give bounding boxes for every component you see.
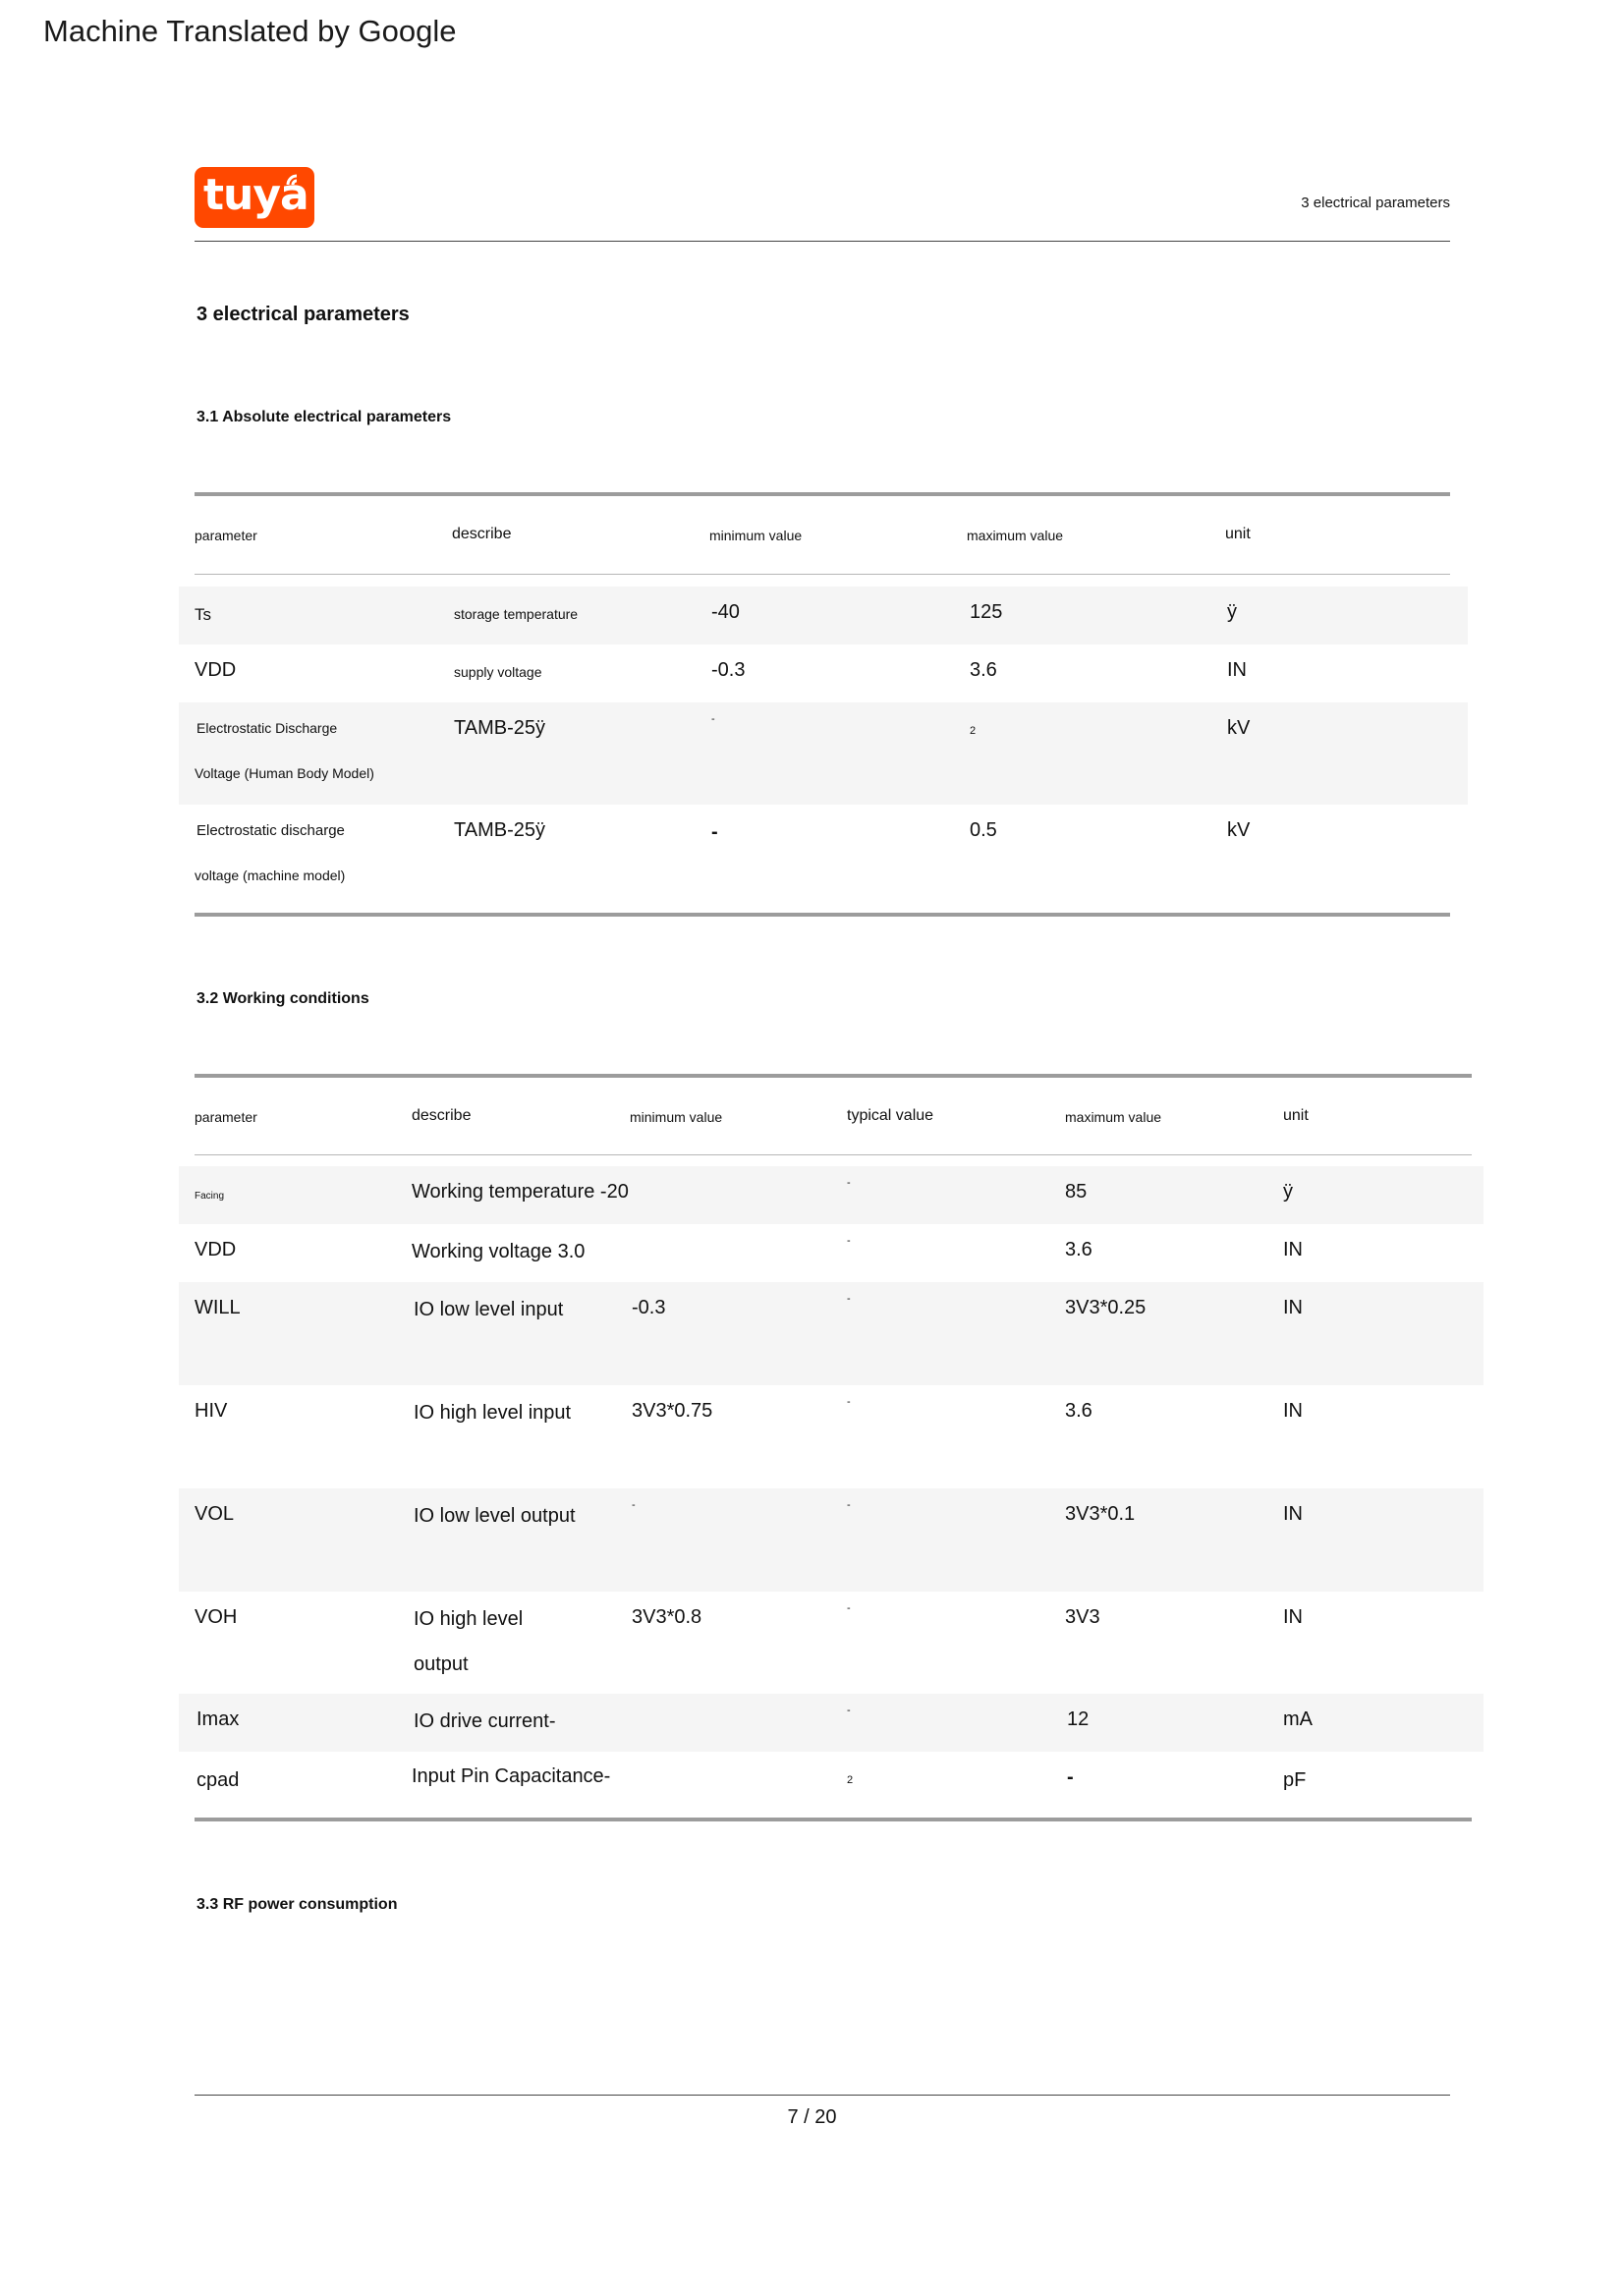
table-row [179,1752,1484,1810]
col-header-min: minimum value [630,1109,723,1125]
logo-text: tuya [203,170,308,220]
col-header-unit: unit [1225,526,1251,542]
header-rule [195,1154,1472,1155]
table-top-rule [195,492,1450,496]
cell-describe: TAMB-25ÿ [454,717,545,739]
table-row [179,587,1468,644]
cell-max: 12 [1067,1708,1090,1730]
cell-min: -0.3 [632,1297,666,1318]
cell-describe: Input Pin Capacitance- [412,1765,611,1787]
cell-describe: IO high level input [414,1402,572,1424]
table-row [179,805,1468,907]
cell-unit: pF [1283,1769,1307,1791]
cell-describe: IO high level [414,1608,524,1630]
table-top-rule [195,1074,1472,1078]
cell-unit: ÿ [1283,1181,1293,1203]
cell-unit: IN [1283,1400,1303,1422]
cell-parameter: HIV [195,1400,228,1422]
table-row [179,644,1468,702]
cell-describe: Working voltage 3.0 [412,1241,586,1262]
table-row [179,1282,1484,1385]
cell-max: 3V3 [1065,1606,1100,1628]
table-bottom-rule [195,913,1450,917]
header-rule [195,574,1450,575]
cell-parameter: Ts [195,605,211,624]
cell-min: -0.3 [711,659,746,681]
table-row [179,1385,1484,1488]
cell-parameter: Facing [195,1191,225,1202]
subsection-title-3-3: 3.3 RF power consumption [196,1896,398,1913]
cell-describe: IO drive current- [414,1710,556,1732]
cell-unit: ÿ [1227,601,1237,623]
table-bottom-rule [195,1818,1472,1821]
tuya-logo [195,167,314,228]
table-row [179,1224,1484,1282]
col-header-typical: typical value [847,1107,934,1124]
cell-min: - [711,821,718,843]
cell-parameter-line2: voltage (machine model) [195,868,346,883]
cell-parameter: VOL [195,1503,235,1525]
cell-typical: - [847,1396,851,1408]
cell-unit: mA [1283,1708,1313,1730]
cell-max: 3.6 [1065,1400,1092,1422]
cell-unit: kV [1227,717,1251,739]
cell-describe: IO low level output [414,1505,576,1527]
cell-parameter: VDD [195,659,237,681]
cell-describe: Working temperature -20 [412,1181,629,1203]
cell-describe: TAMB-25ÿ [454,819,545,841]
col-header-min: minimum value [709,528,803,543]
cell-describe: supply voltage [454,664,542,680]
page-number: 7 / 20 [787,2106,837,2128]
cell-typical: - [847,1499,851,1511]
table-row [179,1592,1484,1694]
cell-parameter: cpad [196,1769,240,1791]
cell-unit: IN [1227,659,1247,681]
cell-max: 3V3*0.25 [1065,1297,1147,1318]
table-row [179,1488,1484,1592]
cell-describe-line2: output [414,1653,469,1675]
col-header-max: maximum value [967,528,1064,543]
col-header-max: maximum value [1065,1109,1162,1125]
cell-max: 2 [970,725,977,737]
cell-max: 85 [1065,1181,1088,1203]
col-header-unit: unit [1283,1107,1309,1124]
cell-parameter: Electrostatic Discharge [196,720,338,736]
cell-max: - [1067,1766,1074,1788]
cell-typical: 2 [847,1774,854,1786]
col-header-describe: describe [452,526,512,542]
cell-unit: kV [1227,819,1251,841]
table-row [179,1166,1484,1224]
cell-parameter: VDD [195,1239,237,1260]
section-title: 3 electrical parameters [196,304,410,325]
cell-min: - [711,713,715,725]
cell-unit: IN [1283,1239,1303,1260]
cell-max: 0.5 [970,819,997,841]
col-header-parameter: parameter [195,1109,257,1125]
wifi-wave-icon [285,173,308,196]
col-header-describe: describe [412,1107,472,1124]
cell-typical: - [847,1293,851,1305]
cell-parameter-line2: Voltage (Human Body Model) [195,765,374,781]
cell-describe: storage temperature [454,606,579,622]
cell-parameter: Imax [196,1708,240,1730]
col-header-parameter: parameter [195,528,257,543]
cell-parameter: Electrostatic discharge [196,822,345,839]
translation-banner: Machine Translated by Google [43,14,457,48]
table-row [179,702,1468,805]
header-divider [195,241,1450,242]
cell-min: -40 [711,601,740,623]
header-section-label: 3 electrical parameters [1301,195,1450,211]
table-row [179,1694,1484,1752]
cell-min: 3V3*0.8 [632,1606,702,1628]
cell-unit: IN [1283,1297,1303,1318]
cell-typical: - [847,1602,851,1614]
cell-typical: - [847,1705,851,1716]
cell-parameter: VOH [195,1606,238,1628]
cell-unit: IN [1283,1503,1303,1525]
cell-typical: - [847,1177,851,1189]
cell-parameter: WILL [195,1297,241,1318]
cell-typical: - [847,1235,851,1247]
cell-max: 3V3*0.1 [1065,1503,1136,1525]
cell-max: 3.6 [970,659,997,681]
cell-max: 3.6 [1065,1239,1092,1260]
subsection-title-3-2: 3.2 Working conditions [196,990,369,1007]
cell-min: - [632,1499,636,1511]
footer-divider [195,2095,1450,2096]
subsection-title-3-1: 3.1 Absolute electrical parameters [196,409,452,425]
cell-describe: IO low level input [414,1299,564,1320]
cell-max: 125 [970,601,1003,623]
cell-unit: IN [1283,1606,1303,1628]
cell-min: 3V3*0.75 [632,1400,713,1422]
